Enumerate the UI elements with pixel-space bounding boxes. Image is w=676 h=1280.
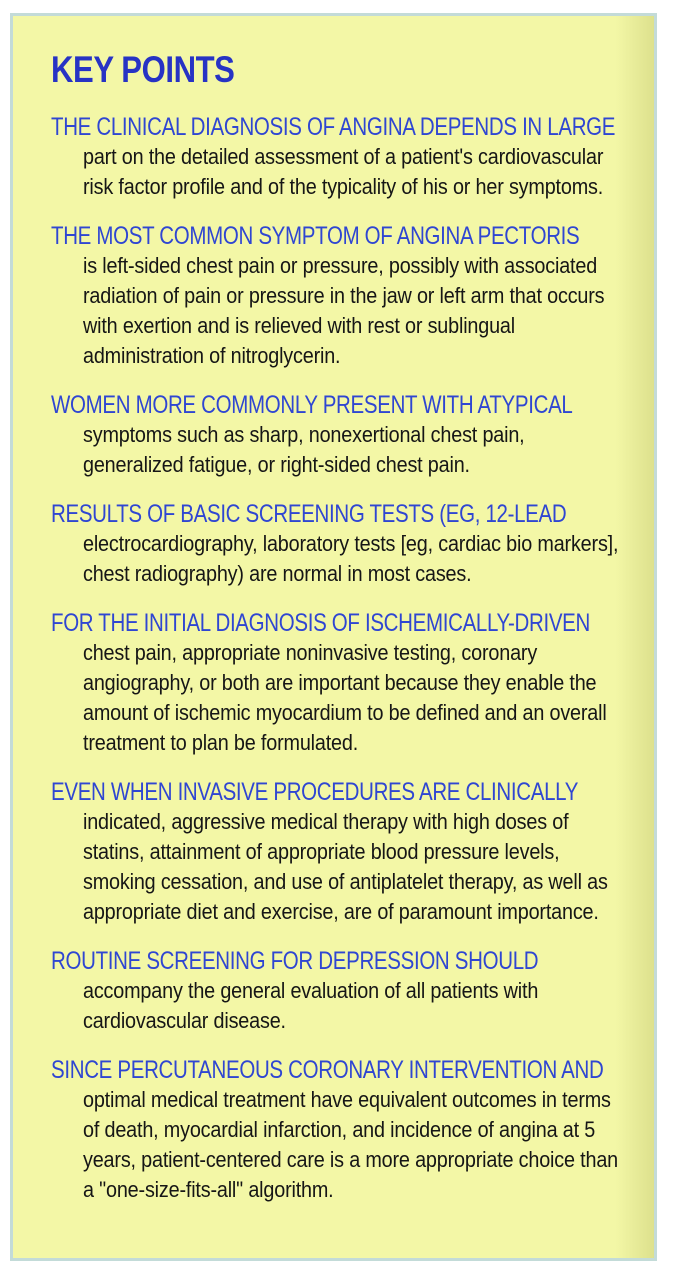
key-point-item [51, 946, 624, 1036]
key-point-item [51, 777, 624, 927]
key-point-heading: RESULTS OF BASIC SCREENING TESTS (EG, 12-LEAD [51, 500, 567, 528]
key-point-heading: EVEN WHEN INVASIVE PROCEDURES ARE CLINICALLY [51, 778, 579, 806]
key-point-item [51, 221, 624, 371]
key-point-body: indicated, aggressive medical therapy with high doses of statins, attainment of appropriate blood pressure levels, smoking cessation, and use of antiplatelet therapy, as well as appropriate diet and exercise, are of paramount importance. [83, 809, 608, 924]
key-point-item [51, 1055, 624, 1205]
key-point-body: accompany the general evaluation of all patients with cardiovascular disease. [83, 978, 539, 1033]
key-point-heading: THE MOST COMMON SYMPTOM OF ANGINA PECTORIS [51, 222, 580, 250]
key-point-heading: SINCE PERCUTANEOUS CORONARY INTERVENTION AND [51, 1056, 604, 1084]
key-point-heading: WOMEN MORE COMMONLY PRESENT WITH ATYPICAL [51, 391, 573, 419]
key-point-item [51, 608, 624, 758]
key-point-body: electrocardiography, laboratory tests [eg, cardiac bio markers], chest radiography) are normal in most cases. [83, 531, 619, 586]
key-points-panel [10, 13, 657, 1261]
panel-title: KEY POINTS [51, 49, 235, 90]
key-point-heading: THE CLINICAL DIAGNOSIS OF ANGINA DEPENDS IN LARGE [51, 113, 616, 141]
key-point-body: is left-sided chest pain or pressure, possibly with associated radiation of pain or pressure in the jaw or left arm that occurs with exertion and is relieved with rest or sublingual administration of nitroglycerin. [83, 253, 605, 368]
key-point-body: part on the detailed assessment of a patient's cardiovascular risk factor profile and of the typicality of his or her symptoms. [83, 144, 604, 199]
key-point-item [51, 112, 624, 202]
key-point-heading: ROUTINE SCREENING FOR DEPRESSION SHOULD [51, 947, 539, 975]
key-point-body: optimal medical treatment have equivalent outcomes in terms of death, myocardial infarction, and incidence of angina at 5 years, patient-centered care is a more appropriate choice than a "one-size-fits-all" algorithm. [83, 1087, 618, 1202]
key-point-body: chest pain, appropriate noninvasive testing, coronary angiography, or both are important because they enable the amount of ischemic myocardium to be defined and an overall treatment to plan be formulated. [83, 640, 607, 755]
key-point-heading: FOR THE INITIAL DIAGNOSIS OF ISCHEMICALLY-DRIVEN [51, 609, 591, 637]
key-point-item [51, 390, 624, 480]
key-point-item [51, 499, 624, 589]
key-point-body: symptoms such as sharp, nonexertional chest pain, generalized fatigue, or right-sided chest pain. [83, 422, 525, 477]
